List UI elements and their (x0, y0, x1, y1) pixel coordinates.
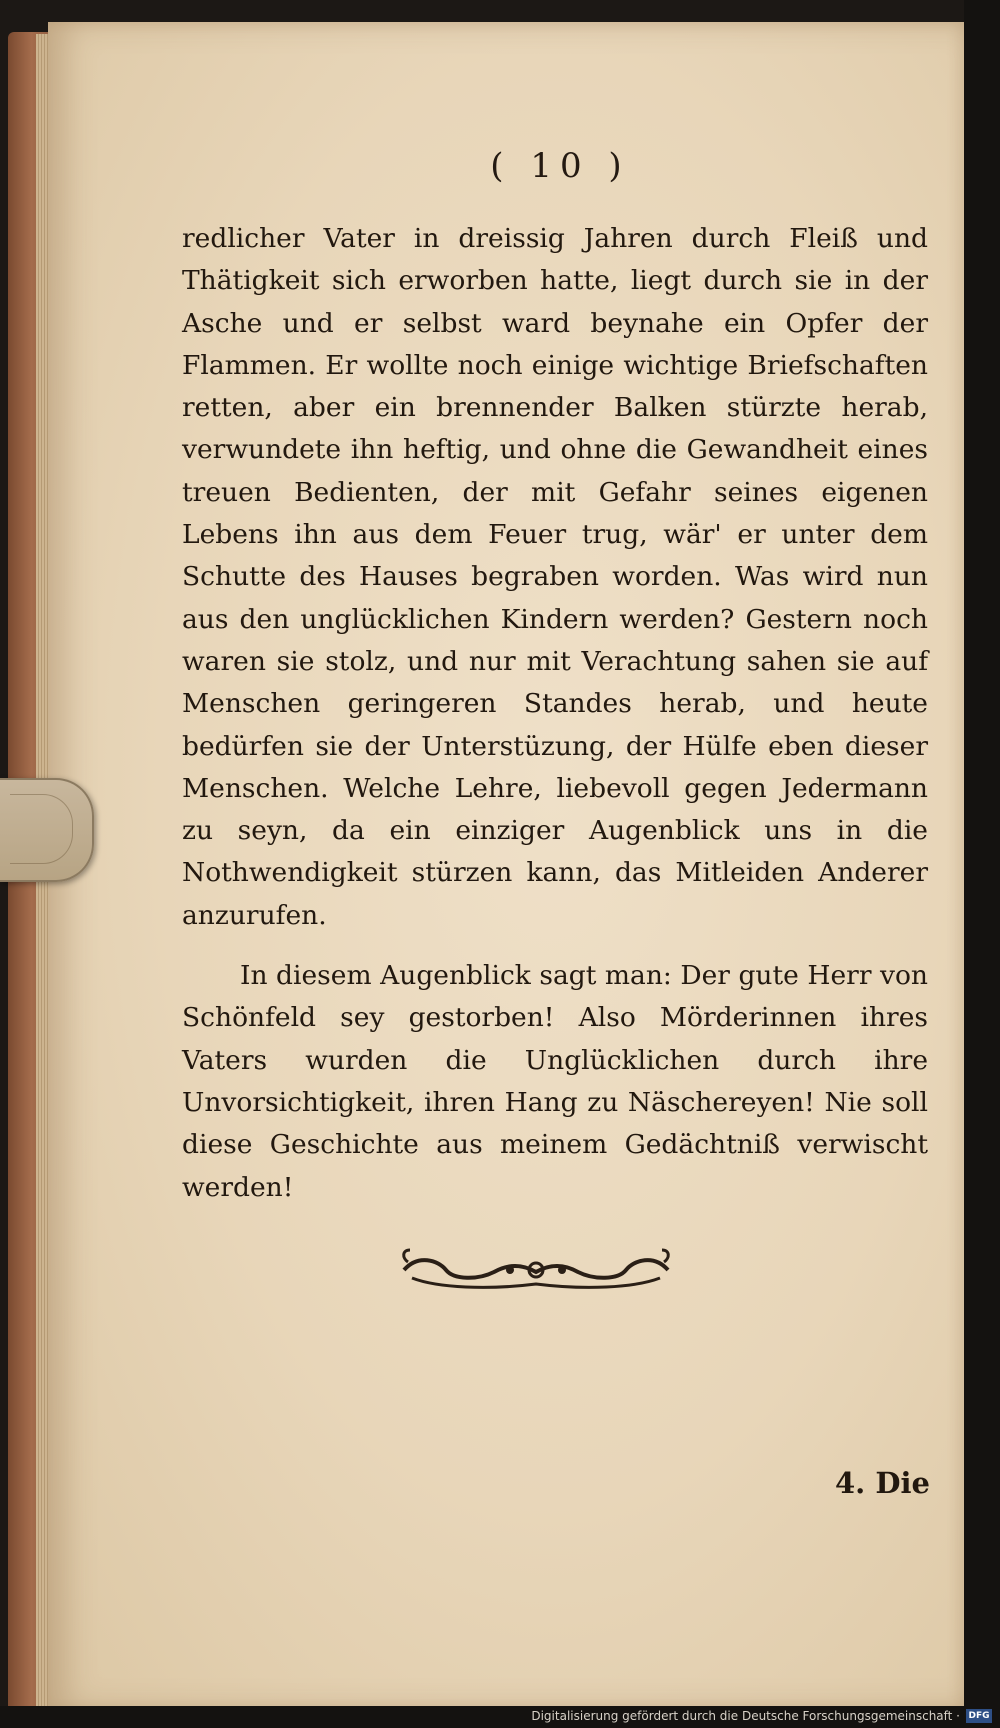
bookmark-clip-inner (10, 794, 73, 864)
catchword: 4. Die (835, 1466, 930, 1500)
bookmark-clip (0, 778, 94, 882)
decorative-vignette-icon (398, 1240, 674, 1300)
paragraph-2: In diesem Augenblick sagt man: Der gute Herr von Schönfeld sey gestorben! Also Mörderinnen ihres Vaters wurden die Unglücklichen durch ihre Unvorsichtigkeit, ihren Hang zu Näschereyen! Nie soll diese Geschichte aus meinem Gedächtniß verwischt werden! (182, 960, 928, 1203)
footer-credit: Digitalisierung gefördert durch die Deutsche Forschungsgemeinschaft · (531, 1709, 960, 1723)
page-body (182, 218, 928, 1209)
scan-right-margin (964, 0, 1000, 1728)
page-number-header: ( 10 ) (490, 146, 630, 186)
paragraph-1: redlicher Vater in dreissig Jahren durch Fleiß und Thätigkeit sich erworben hatte, liegt durch sie in der Asche und er selbst ward beynahe ein Opfer der Flammen. Er wollte noch einige wichtige Briefschaften retten, aber ein brennender Balken stürzte herab, verwundete ihn heftig, und ohne die Gewandheit eines treuen Bedienten, der mit Gefahr seines eigenen Lebens ihn aus dem Feuer trug, wär' er unter dem Schutte des Hauses begraben worden. Was wird nun aus den unglücklichen Kindern werden? Gestern noch waren sie stolz, und nur mit Verachtung sahen sie auf Menschen geringeren Standes herab, und heute bedürfen sie der Unterstüzung, der Hülfe eben dieser Menschen. Welche Lehre, liebevoll gegen Jedermann zu seyn, da ein einziger Augenblick uns in die Nothwendigkeit stürzen kann, das Mitleiden Anderer anzurufen. (182, 223, 928, 931)
dfg-logo: DFG (966, 1709, 992, 1723)
